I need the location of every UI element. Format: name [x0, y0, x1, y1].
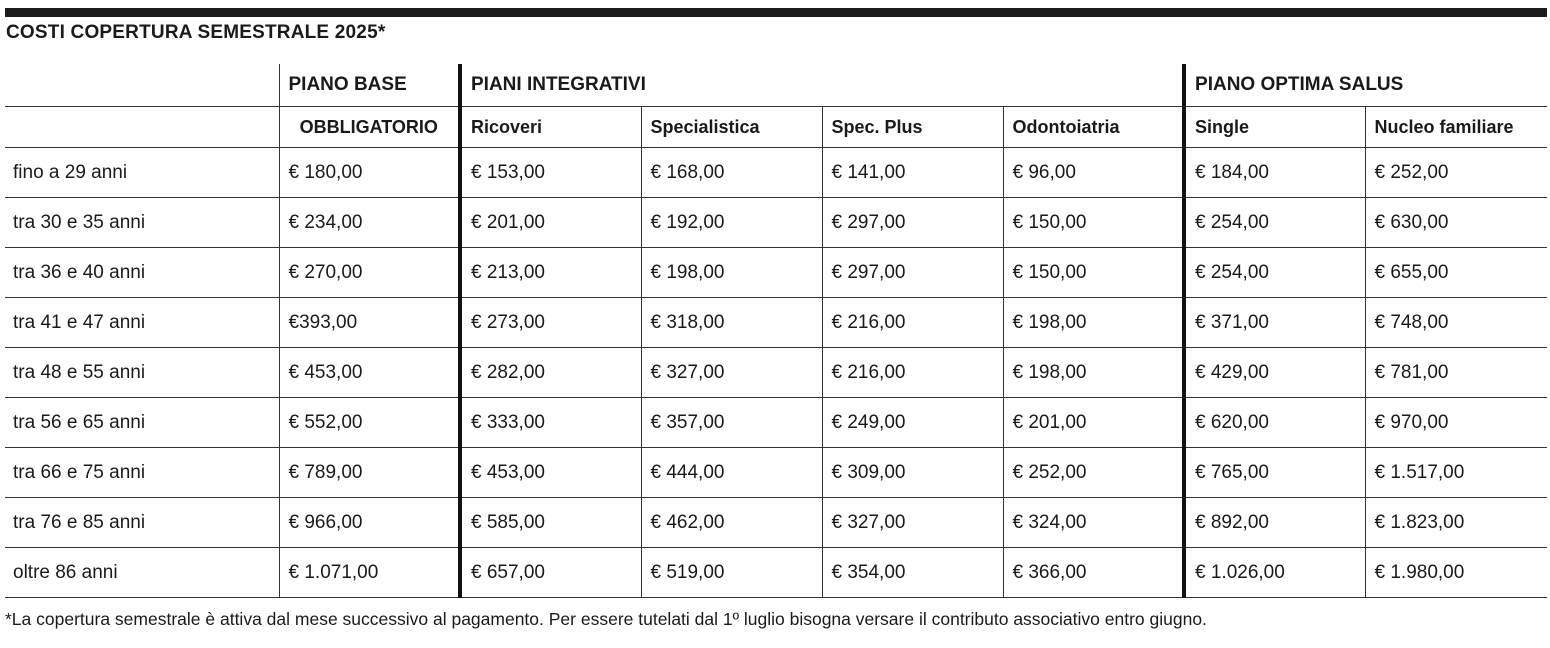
- price-cell: € 354,00: [822, 548, 1003, 598]
- table-row: [5, 448, 1547, 498]
- top-rule: [5, 8, 1547, 17]
- age-range-cell: tra 36 e 40 anni: [5, 248, 279, 298]
- cost-table: [5, 64, 1547, 598]
- price-cell: € 273,00: [460, 298, 641, 348]
- table-title: COSTI COPERTURA SEMESTRALE 2025*: [6, 22, 386, 43]
- table-row: [5, 248, 1547, 298]
- corner-cell-2: [5, 107, 279, 148]
- price-cell: € 630,00: [1365, 198, 1547, 248]
- group-piano-base: PIANO BASE: [279, 64, 460, 107]
- col-odontoiatria: Odontoiatria: [1003, 107, 1184, 148]
- price-cell: € 252,00: [1365, 148, 1547, 198]
- age-range-cell: tra 56 e 65 anni: [5, 398, 279, 448]
- price-cell: € 453,00: [460, 448, 641, 498]
- price-cell: € 96,00: [1003, 148, 1184, 198]
- price-cell: € 198,00: [641, 248, 822, 298]
- price-cell: € 1.980,00: [1365, 548, 1547, 598]
- price-cell: € 318,00: [641, 298, 822, 348]
- price-cell: € 366,00: [1003, 548, 1184, 598]
- age-range-cell: oltre 86 anni: [5, 548, 279, 598]
- price-cell: € 282,00: [460, 348, 641, 398]
- price-cell: € 585,00: [460, 498, 641, 548]
- price-cell: € 657,00: [460, 548, 641, 598]
- price-cell: € 453,00: [279, 348, 460, 398]
- price-cell: € 765,00: [1184, 448, 1365, 498]
- price-cell: € 180,00: [279, 148, 460, 198]
- price-cell: € 429,00: [1184, 348, 1365, 398]
- price-cell: € 213,00: [460, 248, 641, 298]
- price-cell: € 655,00: [1365, 248, 1547, 298]
- price-cell: € 201,00: [460, 198, 641, 248]
- price-cell: € 333,00: [460, 398, 641, 448]
- price-cell: € 198,00: [1003, 348, 1184, 398]
- table-body: [5, 148, 1547, 598]
- col-obbligatorio: OBBLIGATORIO: [279, 107, 460, 148]
- age-range-cell: tra 41 e 47 anni: [5, 298, 279, 348]
- col-spec-plus: Spec. Plus: [822, 107, 1003, 148]
- price-cell: € 297,00: [822, 248, 1003, 298]
- price-cell: € 462,00: [641, 498, 822, 548]
- table-row: [5, 498, 1547, 548]
- footnote: *La copertura semestrale è attiva dal mese successivo al pagamento. Per essere tutelati dal 1º luglio bisogna versare il contributo associativo entro giugno.: [5, 609, 1207, 629]
- group-piano-optima-salus: PIANO OPTIMA SALUS: [1184, 64, 1547, 107]
- price-cell: € 216,00: [822, 348, 1003, 398]
- age-range-cell: fino a 29 anni: [5, 148, 279, 198]
- price-cell: € 552,00: [279, 398, 460, 448]
- price-cell: € 1.026,00: [1184, 548, 1365, 598]
- price-cell: € 1.823,00: [1365, 498, 1547, 548]
- price-cell: € 184,00: [1184, 148, 1365, 198]
- price-cell: € 327,00: [822, 498, 1003, 548]
- price-cell: € 620,00: [1184, 398, 1365, 448]
- price-cell: € 789,00: [279, 448, 460, 498]
- price-cell: € 970,00: [1365, 398, 1547, 448]
- price-cell: € 357,00: [641, 398, 822, 448]
- price-cell: € 254,00: [1184, 198, 1365, 248]
- price-cell: € 234,00: [279, 198, 460, 248]
- age-range-cell: tra 76 e 85 anni: [5, 498, 279, 548]
- age-range-cell: tra 66 e 75 anni: [5, 448, 279, 498]
- corner-cell: [5, 64, 279, 107]
- col-specialistica: Specialistica: [641, 107, 822, 148]
- group-piani-integrativi: PIANI INTEGRATIVI: [460, 64, 1184, 107]
- col-ricoveri: Ricoveri: [460, 107, 641, 148]
- price-cell: € 141,00: [822, 148, 1003, 198]
- price-cell: € 748,00: [1365, 298, 1547, 348]
- price-cell: € 254,00: [1184, 248, 1365, 298]
- price-cell: € 781,00: [1365, 348, 1547, 398]
- price-cell: € 192,00: [641, 198, 822, 248]
- price-cell: € 168,00: [641, 148, 822, 198]
- table-row: [5, 348, 1547, 398]
- price-cell: € 892,00: [1184, 498, 1365, 548]
- price-cell: € 309,00: [822, 448, 1003, 498]
- price-cell: € 150,00: [1003, 198, 1184, 248]
- table-row: [5, 548, 1547, 598]
- price-cell: € 519,00: [641, 548, 822, 598]
- table-row: [5, 148, 1547, 198]
- price-cell: € 1.071,00: [279, 548, 460, 598]
- price-cell: € 198,00: [1003, 298, 1184, 348]
- price-cell: € 324,00: [1003, 498, 1184, 548]
- age-range-cell: tra 48 e 55 anni: [5, 348, 279, 398]
- table-row: [5, 298, 1547, 348]
- price-cell: € 327,00: [641, 348, 822, 398]
- price-cell: € 249,00: [822, 398, 1003, 448]
- table-row: [5, 198, 1547, 248]
- price-cell: € 371,00: [1184, 298, 1365, 348]
- price-cell: € 150,00: [1003, 248, 1184, 298]
- price-cell: € 201,00: [1003, 398, 1184, 448]
- table-row: [5, 398, 1547, 448]
- price-cell: € 1.517,00: [1365, 448, 1547, 498]
- price-cell: € 444,00: [641, 448, 822, 498]
- price-cell: € 297,00: [822, 198, 1003, 248]
- col-single: Single: [1184, 107, 1365, 148]
- col-nucleo-familiare: Nucleo familiare: [1365, 107, 1547, 148]
- price-cell: € 270,00: [279, 248, 460, 298]
- age-range-cell: tra 30 e 35 anni: [5, 198, 279, 248]
- price-cell: € 153,00: [460, 148, 641, 198]
- price-cell: €393,00: [279, 298, 460, 348]
- price-cell: € 966,00: [279, 498, 460, 548]
- price-cell: € 216,00: [822, 298, 1003, 348]
- price-cell: € 252,00: [1003, 448, 1184, 498]
